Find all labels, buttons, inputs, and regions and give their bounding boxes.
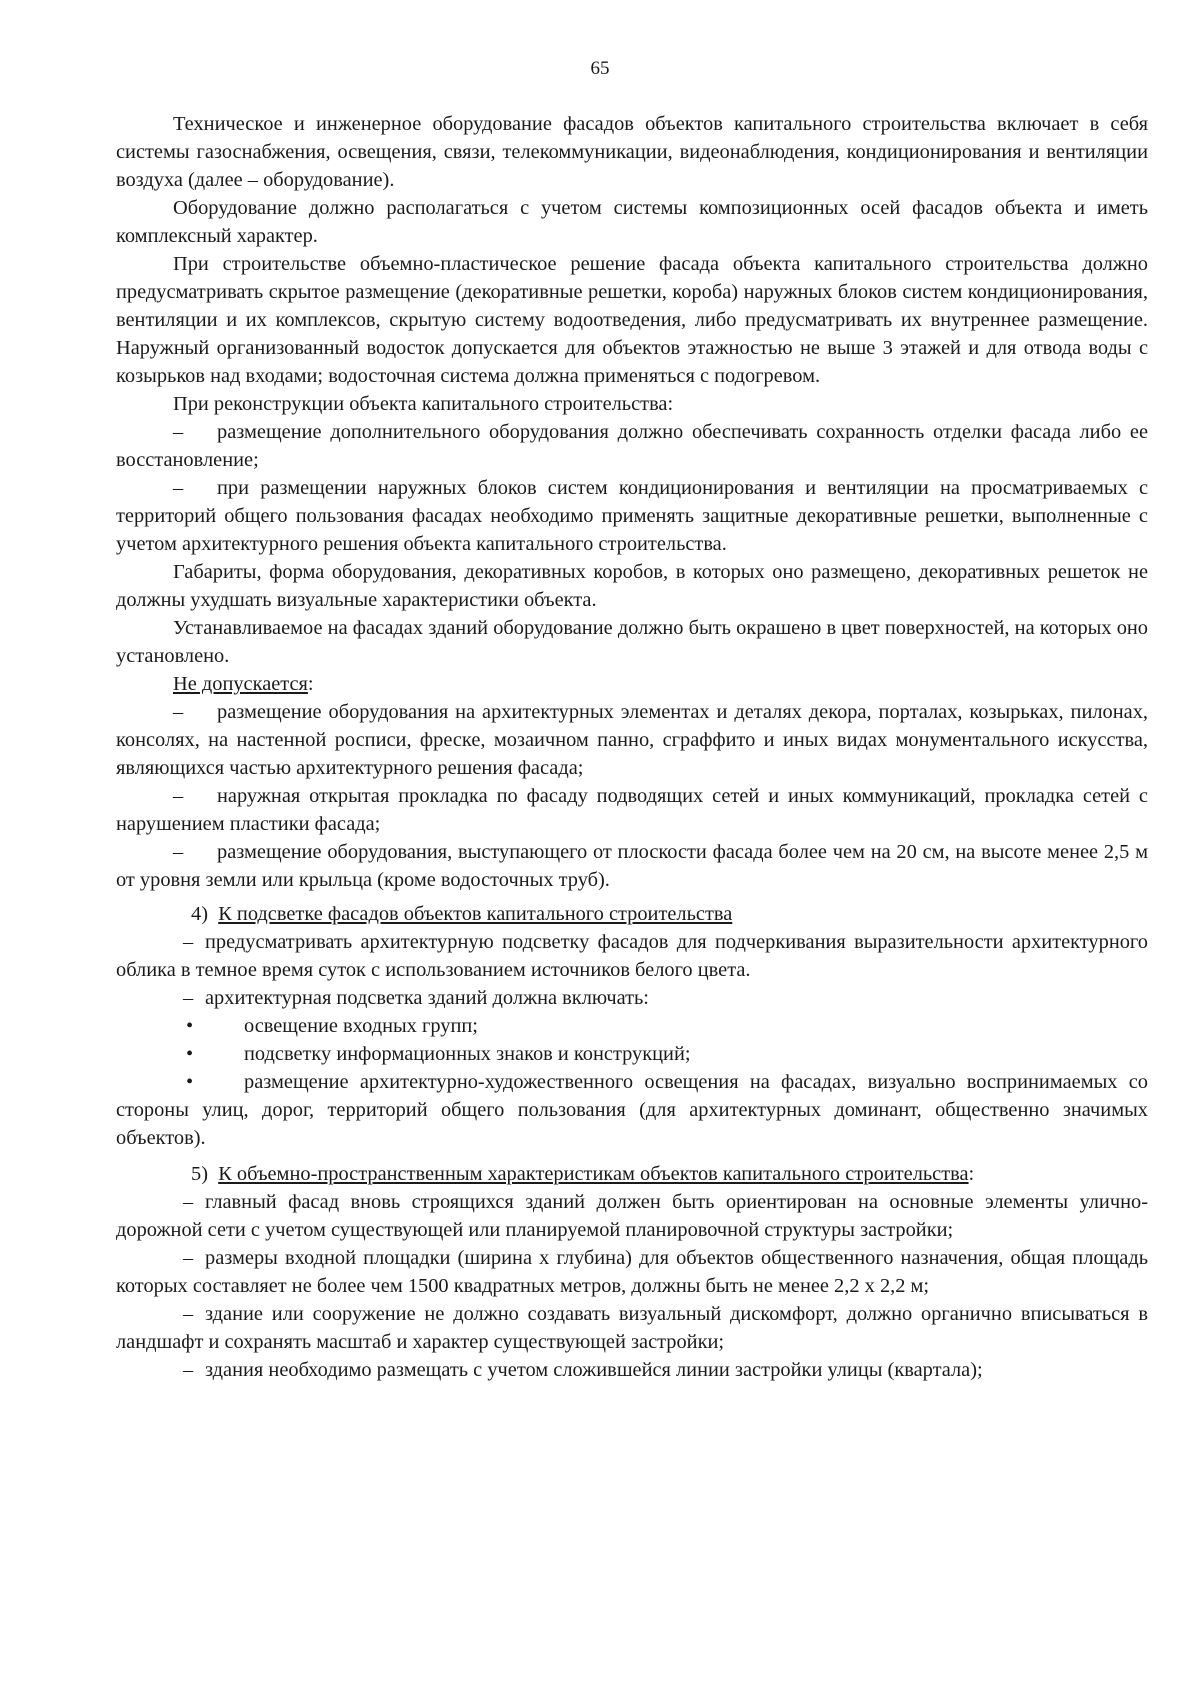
list-item: [116, 1244, 1148, 1300]
bullet-item-text: размещение архитектурно-художественного освещения на фасадах, визуально воспринимаемых со стороны улиц, дорог, территорий общего пользования (для архитектурных доминант, общественно значимых объектов).: [116, 1071, 1148, 1149]
prohibited-heading: [116, 670, 1148, 698]
dash-marker: –: [183, 987, 194, 1009]
list-item: [116, 1300, 1148, 1356]
list-item-text: при размещении наружных блоков систем кондиционирования и вентиляции на просматриваемых с территорий общего пользования фасадах необходимо применять защитные декоративные решетки, выполненные с учетом архитектурного решения объекта капитального строительства.: [116, 477, 1148, 555]
bullet-item: [116, 1068, 1148, 1152]
dash-marker: –: [183, 1191, 194, 1213]
bullet-marker: •: [186, 1071, 194, 1093]
paragraph-equipment-placement: Оборудование должно располагаться с учетом системы композиционных осей фасадов объекта и иметь комплексный характер.: [116, 197, 1148, 247]
bullet-item: [116, 1040, 1148, 1068]
list-item-text: здание или сооружение не должно создавать визуальный дискомфорт, должно органично вписываться в ландшафт и сохранять масштаб и характер существующей застройки;: [116, 1303, 1148, 1353]
paragraph-equipment-definition: Техническое и инженерное оборудование фасадов объектов капитального строительства включает в себя системы газоснабжения, освещения, связи, телекоммуникации, видеонаблюдения, кондиционирования и вентиляции воздуха (далее – оборудование).: [116, 113, 1148, 191]
dash-marker: –: [183, 1247, 194, 1269]
bullet-marker: •: [186, 1043, 194, 1065]
bullet-item-text: освещение входных групп;: [244, 1015, 478, 1037]
paragraph-reconstruction-intro: При реконструкции объекта капитального строительства:: [173, 393, 674, 415]
section-5-number: 5): [191, 1163, 208, 1185]
list-item: [116, 474, 1148, 558]
list-item: [116, 984, 1148, 1012]
list-item: [116, 838, 1148, 894]
dash-marker: –: [183, 1359, 194, 1381]
dash-marker: –: [173, 841, 184, 863]
list-item-text: размеры входной площадки (ширина х глубина) для объектов общественного назначения, общая площадь которых составляет не более чем 1500 квадратных метров, должны быть не менее 2,2 х 2,2 м;: [116, 1247, 1148, 1297]
prohibited-colon: :: [307, 673, 314, 695]
list-item: [116, 928, 1148, 984]
section-5-title: К объемно-пространственным характеристикам объектов капитального строительства: [218, 1163, 969, 1185]
list-item-text: архитектурная подсветка зданий должна включать:: [205, 987, 649, 1009]
section-4-title: К подсветке фасадов объектов капитального строительства: [218, 903, 733, 925]
list-item-text: главный фасад вновь строящихся зданий должен быть ориентирован на основные элементы улично-дорожной сети с учетом существующей или планируемой планировочной структуры застройки;: [116, 1191, 1148, 1241]
list-item-text: предусматривать архитектурную подсветку фасадов для подчеркивания выразительности архитектурного облика в темное время суток с использованием источников белого цвета.: [116, 931, 1148, 981]
bullet-marker: •: [186, 1015, 194, 1037]
dash-marker: –: [183, 1303, 194, 1325]
section-5-colon: :: [968, 1163, 975, 1185]
document-body: [116, 110, 1148, 1384]
prohibited-label: Не допускается: [173, 673, 308, 695]
paragraph-construction-requirements: При строительстве объемно-пластическое решение фасада объекта капитального строительства должно предусматривать скрытое размещение (декоративные решетки, короба) наружных блоков систем кондиционирования, вентиляции и их комплексов, скрытую систему водоотведения, либо предусматривать их внутреннее размещение. Наружный организованный водосток допускается для объектов этажностью не выше 3 этажей и для отвода воды с козырьков над входами; водосточная система должна применяться с подогревом.: [116, 253, 1148, 387]
list-item: [116, 418, 1148, 474]
list-item: [116, 1356, 1148, 1384]
dash-marker: –: [173, 785, 184, 807]
paragraph-color: Устанавливаемое на фасадах зданий оборудование должно быть окрашено в цвет поверхностей, на которых оно установлено.: [116, 617, 1148, 667]
section-4-heading: [116, 900, 1148, 928]
list-item-text: размещение дополнительного оборудования должно обеспечивать сохранность отделки фасада либо ее восстановление;: [116, 421, 1148, 471]
list-item-text: размещение оборудования, выступающего от плоскости фасада более чем на 20 см, на высоте менее 2,5 м от уровня земли или крыльца (кроме водосточных труб).: [116, 841, 1148, 891]
list-item-text: здания необходимо размещать с учетом сложившейся линии застройки улицы (квартала);: [205, 1359, 983, 1381]
list-item: [116, 698, 1148, 782]
bullet-item: [116, 1012, 1148, 1040]
list-item-text: наружная открытая прокладка по фасаду подводящих сетей и иных коммуникаций, прокладка сетей с нарушением пластики фасада;: [116, 785, 1148, 835]
dash-marker: –: [183, 931, 194, 953]
dash-marker: –: [173, 701, 184, 723]
list-item: [116, 782, 1148, 838]
dash-marker: –: [173, 477, 184, 499]
section-5-heading: [116, 1160, 1148, 1188]
list-item-text: размещение оборудования на архитектурных элементах и деталях декора, порталах, козырьках, пилонах, консолях, на настенной росписи, фреске, мозаичном панно, сграффито и иных видах монументального искусства, являющихся частью архитектурного решения фасада;: [116, 701, 1148, 779]
bullet-item-text: подсветку информационных знаков и конструкций;: [244, 1043, 691, 1065]
dash-marker: –: [173, 421, 184, 443]
section-4-number: 4): [191, 903, 208, 925]
page-number: 65: [590, 58, 610, 79]
list-item: [116, 1188, 1148, 1244]
paragraph-dimensions: Габариты, форма оборудования, декоративных коробов, в которых оно размещено, декоративных решеток не должны ухудшать визуальные характеристики объекта.: [116, 561, 1148, 611]
